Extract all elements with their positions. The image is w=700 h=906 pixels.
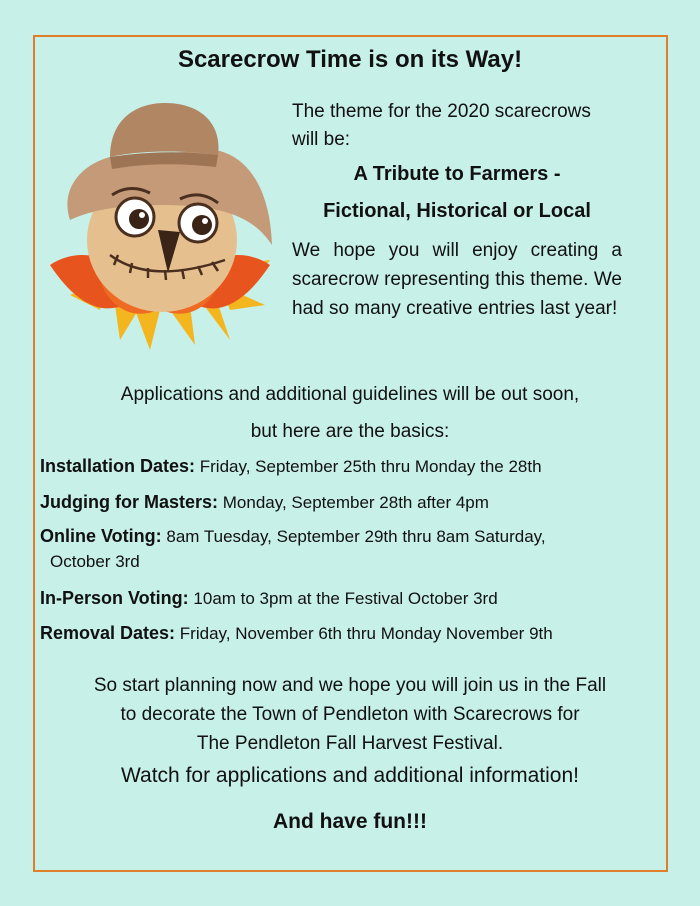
theme-intro: The theme for the 2020 scarecrows will be: (292, 101, 591, 150)
scarecrow-icon (40, 95, 280, 365)
detail-in-person-voting (40, 586, 640, 611)
applications-line2: but here are the basics: (250, 421, 450, 442)
hope-paragraph: We hope you will enjoy creating a scarecrow representing this theme. We had so many creative entries last year! (292, 240, 622, 319)
closing-line2: to decorate the Town of Pendleton with Scarecrows for (120, 704, 580, 725)
detail-installation (40, 454, 640, 479)
watch-line: Watch for applications and additional information! (121, 764, 579, 787)
detail-label: Installation Dates: (40, 456, 196, 476)
detail-value: 10am to 3pm at the Festival October 3rd (193, 589, 498, 608)
detail-value: 8am Tuesday, September 29th thru 8am Saturday, (166, 527, 546, 546)
detail-removal (40, 621, 640, 646)
detail-value: Friday, November 6th thru Monday November 9th (179, 624, 553, 643)
detail-label: In-Person Voting: (40, 588, 189, 608)
closing-paragraph (0, 671, 700, 758)
detail-judging (40, 490, 640, 515)
detail-value: Friday, September 25th thru Monday the 28th (199, 457, 542, 476)
theme-title-line2: Fictional, Historical or Local (323, 200, 591, 222)
theme-title-line1: A Tribute to Farmers - (353, 163, 561, 185)
fun-line: And have fun!!! (273, 810, 427, 833)
detail-online-voting (40, 524, 640, 574)
applications-line1: Applications and additional guidelines will be out soon, (120, 384, 580, 405)
detail-label: Removal Dates: (40, 623, 176, 643)
detail-value-cont: October 3rd (50, 552, 140, 571)
detail-label: Judging for Masters: (40, 492, 219, 512)
closing-line3: The Pendleton Fall Harvest Festival. (196, 733, 504, 754)
flyer-title: Scarecrow Time is on its Way! (177, 46, 523, 73)
detail-value: Monday, September 28th after 4pm (222, 493, 489, 512)
closing-line1: So start planning now and we hope you will join us in the Fall (93, 675, 607, 696)
detail-label: Online Voting: (40, 526, 162, 546)
